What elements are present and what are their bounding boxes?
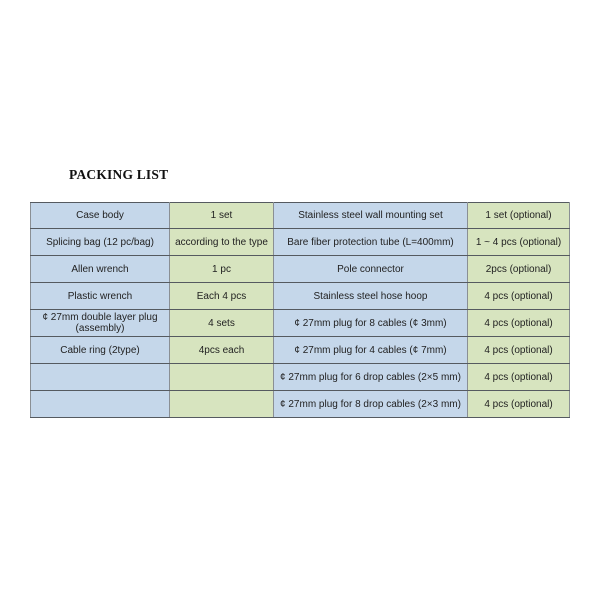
quantity-cell: 1 pc [170, 256, 274, 283]
table-row [31, 283, 570, 310]
quantity-cell [170, 364, 274, 391]
quantity-cell: 4pcs each [170, 337, 274, 364]
item-cell: Plastic wrench [31, 283, 170, 310]
quantity-cell: 4 pcs (optional) [468, 283, 570, 310]
item-cell: Cable ring (2type) [31, 337, 170, 364]
item-cell: ¢ 27mm plug for 6 drop cables (2×5 mm) [274, 364, 468, 391]
quantity-cell: 4 pcs (optional) [468, 310, 570, 337]
table-row [31, 391, 570, 418]
item-cell: Bare fiber protection tube (L=400mm) [274, 229, 468, 256]
table-row [31, 364, 570, 391]
quantity-cell: 1 ~ 4 pcs (optional) [468, 229, 570, 256]
item-cell [31, 391, 170, 418]
quantity-cell: Each 4 pcs [170, 283, 274, 310]
quantity-cell: 2pcs (optional) [468, 256, 570, 283]
item-cell: ¢ 27mm plug for 4 cables (¢ 7mm) [274, 337, 468, 364]
item-cell: Stainless steel hose hoop [274, 283, 468, 310]
item-cell: Allen wrench [31, 256, 170, 283]
quantity-cell: 4 pcs (optional) [468, 337, 570, 364]
quantity-cell: 4 pcs (optional) [468, 364, 570, 391]
quantity-cell: 1 set [170, 203, 274, 229]
item-cell: ¢ 27mm plug for 8 cables (¢ 3mm) [274, 310, 468, 337]
item-cell: Stainless steel wall mounting set [274, 203, 468, 229]
item-cell: Case body [31, 203, 170, 229]
item-cell: Pole connector [274, 256, 468, 283]
quantity-cell: 1 set (optional) [468, 203, 570, 229]
table-row [31, 229, 570, 256]
item-cell: Splicing bag (12 pc/bag) [31, 229, 170, 256]
table-row [31, 337, 570, 364]
quantity-cell: 4 sets [170, 310, 274, 337]
item-cell [31, 364, 170, 391]
quantity-cell: 4 pcs (optional) [468, 391, 570, 418]
packing-list-title: PACKING LIST [69, 167, 169, 182]
packing-list-table [30, 202, 570, 418]
quantity-cell [170, 391, 274, 418]
item-cell: ¢ 27mm double layer plug (assembly) [31, 310, 170, 337]
table-row [31, 256, 570, 283]
table-row [31, 203, 570, 229]
quantity-cell: according to the type [170, 229, 274, 256]
item-cell: ¢ 27mm plug for 8 drop cables (2×3 mm) [274, 391, 468, 418]
table-row [31, 310, 570, 337]
